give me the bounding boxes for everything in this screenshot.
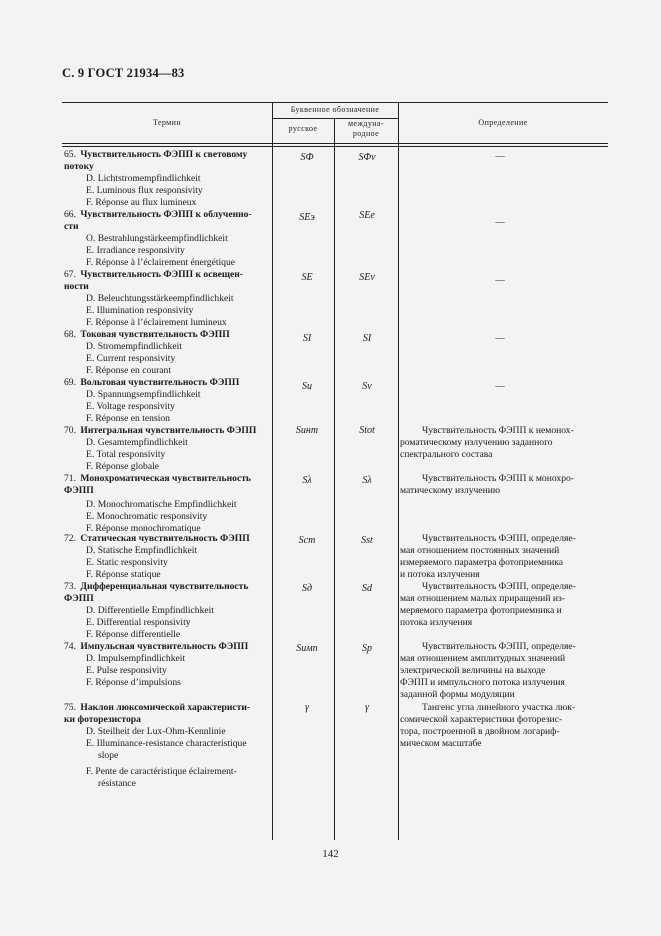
term-title-line: Статическая чувствительность ФЭПП bbox=[80, 533, 250, 544]
term-title-line: Чувствительность ФЭПП к освещен- bbox=[80, 269, 243, 280]
term-title bbox=[64, 702, 272, 714]
term-cell bbox=[64, 149, 272, 209]
term-number: 65. bbox=[64, 149, 79, 160]
symbol-international: Stot bbox=[359, 425, 375, 436]
term-english: E. Pulse responsivity bbox=[86, 665, 167, 676]
symbol-russian: Sинт bbox=[295, 425, 319, 436]
symbol-russian: Sст bbox=[298, 535, 316, 546]
term-number: 75. bbox=[64, 702, 79, 713]
term-german: D. Stromempfindlichkeit bbox=[86, 341, 182, 352]
symbol-russian: Su bbox=[302, 381, 312, 392]
term-number: 72. bbox=[64, 533, 79, 544]
definition-line: — bbox=[495, 217, 505, 228]
definition-line: электрической величины на выходе bbox=[400, 665, 546, 676]
term-english: E. Differential responsivity bbox=[86, 617, 191, 628]
symbol-international: SΦv bbox=[358, 152, 376, 163]
term-german: D. Impulsempfindlichkeit bbox=[86, 653, 186, 664]
definition-line: матическому излучению bbox=[400, 485, 501, 496]
term-title bbox=[64, 209, 272, 221]
term-english: E. Voltage responsivity bbox=[86, 401, 175, 412]
term-title-line: ности bbox=[64, 281, 89, 292]
header-international-line1: междуна- bbox=[348, 119, 384, 128]
definition-line: мая отношением постоянных значений bbox=[400, 545, 560, 556]
term-number: 67. bbox=[64, 269, 79, 280]
term-cell bbox=[64, 377, 272, 425]
term-german: D. Gesamtempfindlichkeit bbox=[86, 437, 188, 448]
term-number: 68. bbox=[64, 329, 79, 340]
definition-line: — bbox=[495, 333, 505, 344]
definition-line: Чувствительность ФЭПП к немонох- bbox=[422, 425, 574, 436]
term-number: 71. bbox=[64, 473, 79, 484]
symbol-international: Sλ bbox=[362, 475, 372, 486]
symbol-russian: Sλ bbox=[302, 475, 312, 486]
definition-line: — bbox=[495, 381, 505, 392]
symbol-russian: SEэ bbox=[299, 212, 315, 223]
term-english: E. Total responsivity bbox=[86, 449, 166, 460]
term-cell bbox=[64, 702, 272, 790]
symbol-russian: γ bbox=[305, 702, 309, 713]
symbol-international: Sp bbox=[362, 643, 372, 654]
term-german: D. Differentielle Empfindlichkeit bbox=[86, 605, 214, 616]
symbol-russian: Sимп bbox=[296, 643, 318, 654]
definition-line: потока излучения bbox=[400, 617, 473, 628]
term-cell bbox=[64, 269, 272, 329]
page-header: С. 9 ГОСТ 21934—83 bbox=[62, 66, 185, 80]
symbol-russian: SФ bbox=[300, 152, 314, 163]
term-german: D. Spannungsempfindlichkeit bbox=[86, 389, 201, 400]
symbol-international: Sd bbox=[362, 583, 372, 594]
term-french: F. Réponse à l’éclairement lumineux bbox=[86, 317, 227, 328]
term-english: E. Monochromatic responsivity bbox=[86, 511, 208, 522]
definition-text bbox=[400, 473, 600, 497]
symbol-international: Sv bbox=[362, 381, 372, 392]
term-title bbox=[64, 641, 272, 653]
definition-line: роматическому излучению заданного bbox=[400, 437, 553, 448]
header-symbol-group: Буквенное обозначение bbox=[290, 105, 380, 114]
term-german: O. Bestrahlungstärkeempfindlichkeit bbox=[86, 233, 228, 244]
term-english: E. Illuminance-resistance characteristique bbox=[86, 738, 247, 749]
term-english: E. Illumination responsivity bbox=[86, 305, 194, 316]
definition-line: Чувствительность ФЭПП, определяе- bbox=[422, 641, 576, 652]
symbol-russian: SE bbox=[301, 272, 313, 283]
term-cell bbox=[64, 329, 272, 377]
term-german: D. Beleuchtungsstärkeempfindlichkeit bbox=[86, 293, 234, 304]
definition-line: измеряемого параметра фотоприемника bbox=[400, 557, 564, 568]
term-french: F. Réponse differentielle bbox=[86, 629, 181, 640]
term-cell bbox=[64, 533, 272, 581]
definition-text bbox=[400, 702, 600, 750]
term-title-line: Токовая чувствительность ФЭПП bbox=[80, 329, 230, 340]
definition-line: тора, построенной в двойном логариф- bbox=[400, 726, 560, 737]
term-title-line: ФЭПП bbox=[64, 593, 94, 604]
definition-line: мая отношением малых приращений из- bbox=[400, 593, 565, 604]
term-title bbox=[64, 269, 272, 281]
definition-text bbox=[400, 533, 600, 581]
term-english: E. Static responsivity bbox=[86, 557, 168, 568]
term-cell bbox=[64, 473, 272, 535]
header-russian: русское bbox=[288, 124, 318, 133]
definition-line: и потока излучения bbox=[400, 569, 480, 580]
term-number: 74. bbox=[64, 641, 79, 652]
term-french: F. Réponse statique bbox=[86, 569, 161, 580]
term-number: 70. bbox=[64, 425, 79, 436]
term-french-continued: résistance bbox=[98, 778, 136, 789]
term-english: E. Current responsivity bbox=[86, 353, 176, 364]
term-german: D. Lichtstromempfindlichkeit bbox=[86, 173, 201, 184]
definition-text bbox=[400, 425, 600, 461]
term-title bbox=[64, 377, 272, 389]
term-title bbox=[64, 425, 272, 437]
column-divider-term bbox=[272, 102, 273, 840]
definition-line: мическом масштабе bbox=[400, 738, 482, 749]
header-term: Термин bbox=[152, 118, 182, 127]
definition-line: — bbox=[495, 151, 505, 162]
definition-line: меряемого параметра фотоприемника и bbox=[400, 605, 562, 616]
symbol-russian: SI bbox=[302, 333, 312, 344]
definition-line: — bbox=[495, 275, 505, 286]
term-french: F. Réponse en courant bbox=[86, 365, 172, 376]
header-international bbox=[334, 119, 398, 139]
definition-line: ФЭПП и импульсного потока излучения bbox=[400, 677, 565, 688]
definition-line: Чувствительность ФЭПП, определяе- bbox=[422, 533, 576, 544]
definition-line: мая отношением амплитудных значений bbox=[400, 653, 566, 664]
term-french: F. Réponse au flux lumineux bbox=[86, 197, 197, 208]
term-title-line: Импульсная чувствительность ФЭПП bbox=[80, 641, 249, 652]
definition-line: Чувствительность ФЭПП, определяе- bbox=[422, 581, 576, 592]
term-cell bbox=[64, 209, 272, 269]
term-title-line: потоку bbox=[64, 161, 94, 172]
symbol-international: SI bbox=[362, 333, 372, 344]
term-german: D. Statische Empfindlichkeit bbox=[86, 545, 198, 556]
term-english-continued: slope bbox=[98, 750, 119, 761]
symbol-international: Sst bbox=[361, 535, 373, 546]
term-english: E. Irradiance responsivity bbox=[86, 245, 185, 256]
term-french: F. Réponse globale bbox=[86, 461, 160, 472]
terms-table bbox=[62, 102, 608, 840]
term-number: 73. bbox=[64, 581, 79, 592]
term-title-line: Наклон люксомической характеристи- bbox=[80, 702, 251, 713]
definition-line: заданной формы модуляции bbox=[400, 689, 515, 700]
definition-text bbox=[400, 581, 600, 629]
symbol-russian: Sд bbox=[301, 583, 313, 594]
term-title bbox=[64, 329, 272, 341]
term-number: 66. bbox=[64, 209, 79, 220]
term-french: F. Réponse en tension bbox=[86, 413, 170, 424]
page-number: 142 bbox=[322, 848, 339, 860]
term-title-line: ФЭПП bbox=[64, 485, 94, 496]
term-title bbox=[64, 149, 272, 161]
term-french: F. Réponse à l’éclairement énergétique bbox=[86, 257, 236, 268]
term-number: 69. bbox=[64, 377, 79, 388]
term-cell bbox=[64, 581, 272, 641]
definition-line: Тангенс угла линейного участка люк- bbox=[422, 702, 576, 713]
term-french: F. Réponse monochromatique bbox=[86, 523, 201, 534]
term-title bbox=[64, 581, 272, 593]
term-german: D. Steilheit der Lux-Ohm-Kennlinie bbox=[86, 726, 226, 737]
term-title-line: сти bbox=[64, 221, 79, 232]
column-divider-definition bbox=[398, 102, 399, 840]
symbol-international: γ bbox=[365, 702, 369, 713]
definition-line: спектрального состава bbox=[400, 449, 493, 460]
header-international-line2: родное bbox=[352, 129, 380, 138]
term-title-line: Монохроматическая чувствительность bbox=[80, 473, 251, 484]
term-title-line: Вольтовая чувствительность ФЭПП bbox=[80, 377, 240, 388]
term-title-line: Чувствительность ФЭПП к облученно- bbox=[80, 209, 252, 220]
term-title-line: Чувствительность ФЭПП к световому bbox=[80, 149, 248, 160]
term-english: E. Luminous flux responsivity bbox=[86, 185, 203, 196]
header-definition: Определение bbox=[478, 118, 528, 127]
definition-line: сомической характеристики фоторезис- bbox=[400, 714, 563, 725]
definition-line: Чувствительность ФЭПП к монохро- bbox=[422, 473, 575, 484]
header-bottom-rule-double bbox=[62, 146, 608, 147]
symbol-international: SEv bbox=[359, 272, 375, 283]
term-cell bbox=[64, 641, 272, 689]
term-french: F. Réponse d’impulsions bbox=[86, 677, 181, 688]
term-german: D. Monochromatische Empfindlichkeit bbox=[86, 499, 237, 510]
header-bottom-rule bbox=[62, 143, 608, 144]
term-title-line: Дифференциальная чувствительность bbox=[80, 581, 249, 592]
term-title bbox=[64, 533, 272, 545]
symbol-international: SEe bbox=[359, 210, 375, 221]
definition-text bbox=[400, 641, 600, 701]
table-top-rule bbox=[62, 102, 608, 103]
term-cell bbox=[64, 425, 272, 473]
term-title bbox=[64, 473, 272, 485]
term-french: F. Pente de caractéristique éclairement- bbox=[86, 766, 237, 777]
term-title-line: ки фоторезистора bbox=[64, 714, 141, 725]
term-title-line: Интегральная чувствительность ФЭПП bbox=[80, 425, 257, 436]
